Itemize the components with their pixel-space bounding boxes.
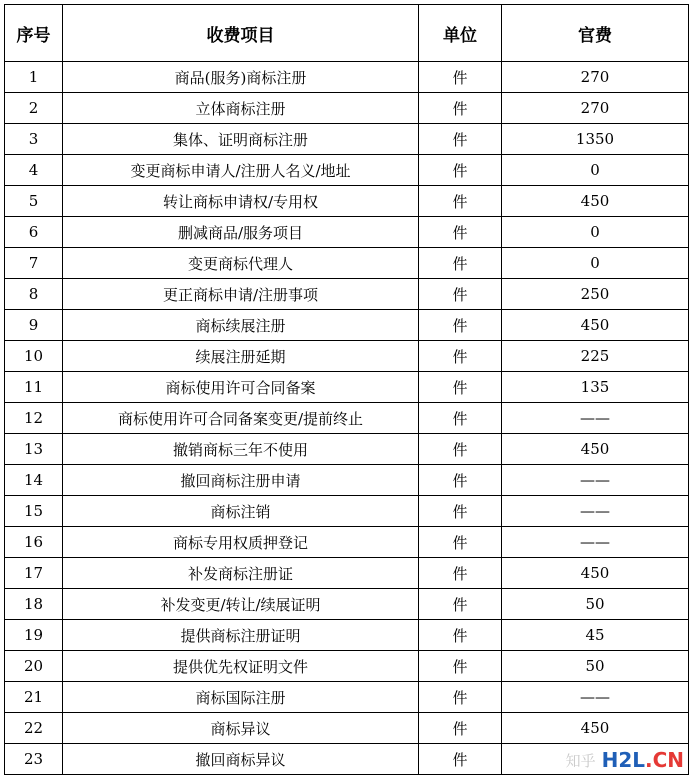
cell-unit: 件 [419,372,502,403]
cell-item: 删减商品/服务项目 [63,217,419,248]
cell-fee: 270 [502,93,689,124]
cell-item: 提供商标注册证明 [63,620,419,651]
cell-no: 15 [5,496,63,527]
cell-unit: 件 [419,248,502,279]
cell-item: 商标使用许可合同备案变更/提前终止 [63,403,419,434]
cell-fee: 0 [502,217,689,248]
cell-fee: —— [502,682,689,713]
cell-item: 立体商标注册 [63,93,419,124]
cell-unit: 件 [419,62,502,93]
cell-no: 11 [5,372,63,403]
cell-item: 撤回商标异议 [63,744,419,775]
h2l-logo [602,748,684,772]
logo-accent: .CN [644,748,684,772]
cell-unit: 件 [419,527,502,558]
cell-fee: —— [502,496,689,527]
cell-item: 商标国际注册 [63,682,419,713]
cell-fee: 250 [502,279,689,310]
cell-unit: 件 [419,589,502,620]
cell-fee: —— [502,403,689,434]
cell-item: 商品(服务)商标注册 [63,62,419,93]
cell-fee: 450 [502,558,689,589]
table-row [5,434,689,465]
table-row [5,124,689,155]
table-body [5,62,689,775]
cell-unit: 件 [419,279,502,310]
cell-item: 更正商标申请/注册事项 [63,279,419,310]
cell-no: 8 [5,279,63,310]
cell-fee: 225 [502,341,689,372]
cell-no: 3 [5,124,63,155]
cell-no: 9 [5,310,63,341]
table-row [5,310,689,341]
cell-no: 13 [5,434,63,465]
cell-item: 续展注册延期 [63,341,419,372]
cell-no: 19 [5,620,63,651]
table-row [5,217,689,248]
table-row [5,341,689,372]
table-row [5,248,689,279]
cell-fee: 45 [502,620,689,651]
header-fee: 官费 [502,5,689,62]
header-row [5,5,689,62]
cell-fee: 50 [502,651,689,682]
cell-no: 6 [5,217,63,248]
cell-unit: 件 [419,713,502,744]
cell-fee: 450 [502,713,689,744]
table-row [5,527,689,558]
header-no: 序号 [5,5,63,62]
cell-item: 撤销商标三年不使用 [63,434,419,465]
table-row [5,682,689,713]
cell-unit: 件 [419,124,502,155]
cell-item: 提供优先权证明文件 [63,651,419,682]
cell-item: 商标专用权质押登记 [63,527,419,558]
cell-fee: 450 [502,186,689,217]
cell-unit: 件 [419,186,502,217]
cell-no: 10 [5,341,63,372]
cell-no: 22 [5,713,63,744]
cell-fee: 0 [502,155,689,186]
cell-fee: 450 [502,310,689,341]
cell-item: 补发变更/转让/续展证明 [63,589,419,620]
table-row [5,403,689,434]
cell-no: 12 [5,403,63,434]
table-row [5,651,689,682]
cell-no: 1 [5,62,63,93]
cell-item: 集体、证明商标注册 [63,124,419,155]
table-row [5,155,689,186]
cell-no: 7 [5,248,63,279]
table-row [5,496,689,527]
cell-unit: 件 [419,558,502,589]
cell-fee: 50 [502,589,689,620]
cell-no: 2 [5,93,63,124]
cell-unit: 件 [419,465,502,496]
cell-unit: 件 [419,651,502,682]
cell-item: 商标续展注册 [63,310,419,341]
cell-unit: 件 [419,310,502,341]
header-item: 收费项目 [63,5,419,62]
cell-fee: —— [502,527,689,558]
cell-unit: 件 [419,217,502,248]
cell-item: 变更商标申请人/注册人名义/地址 [63,155,419,186]
cell-item: 商标注销 [63,496,419,527]
table-row [5,62,689,93]
logo-main: H2L [601,748,645,772]
cell-unit: 件 [419,434,502,465]
cell-no: 4 [5,155,63,186]
cell-fee: 450 [502,434,689,465]
cell-item: 商标使用许可合同备案 [63,372,419,403]
cell-no: 18 [5,589,63,620]
cell-unit: 件 [419,155,502,186]
cell-unit: 件 [419,341,502,372]
table-row [5,558,689,589]
table-row [5,372,689,403]
cell-fee: 135 [502,372,689,403]
table-row [5,186,689,217]
cell-unit: 件 [419,744,502,775]
cell-unit: 件 [419,682,502,713]
fee-table [4,4,689,775]
table-row [5,589,689,620]
cell-item: 撤回商标注册申请 [63,465,419,496]
cell-fee: —— [502,465,689,496]
cell-no: 20 [5,651,63,682]
table-row [5,465,689,496]
cell-fee: 1350 [502,124,689,155]
watermark [566,748,684,772]
table-header [5,5,689,62]
header-unit: 单位 [419,5,502,62]
cell-no: 14 [5,465,63,496]
cell-unit: 件 [419,93,502,124]
cell-item: 变更商标代理人 [63,248,419,279]
cell-unit: 件 [419,403,502,434]
cell-item: 商标异议 [63,713,419,744]
cell-item: 补发商标注册证 [63,558,419,589]
cell-unit: 件 [419,496,502,527]
cell-item: 转让商标申请权/专用权 [63,186,419,217]
cell-fee: 0 [502,248,689,279]
cell-no: 21 [5,682,63,713]
cell-no: 17 [5,558,63,589]
table-row [5,620,689,651]
table-row [5,93,689,124]
cell-no: 5 [5,186,63,217]
zhihu-watermark: 知乎 [565,751,596,770]
cell-no: 23 [5,744,63,775]
table-row [5,279,689,310]
cell-no: 16 [5,527,63,558]
table-row [5,713,689,744]
cell-unit: 件 [419,620,502,651]
cell-fee: 270 [502,62,689,93]
